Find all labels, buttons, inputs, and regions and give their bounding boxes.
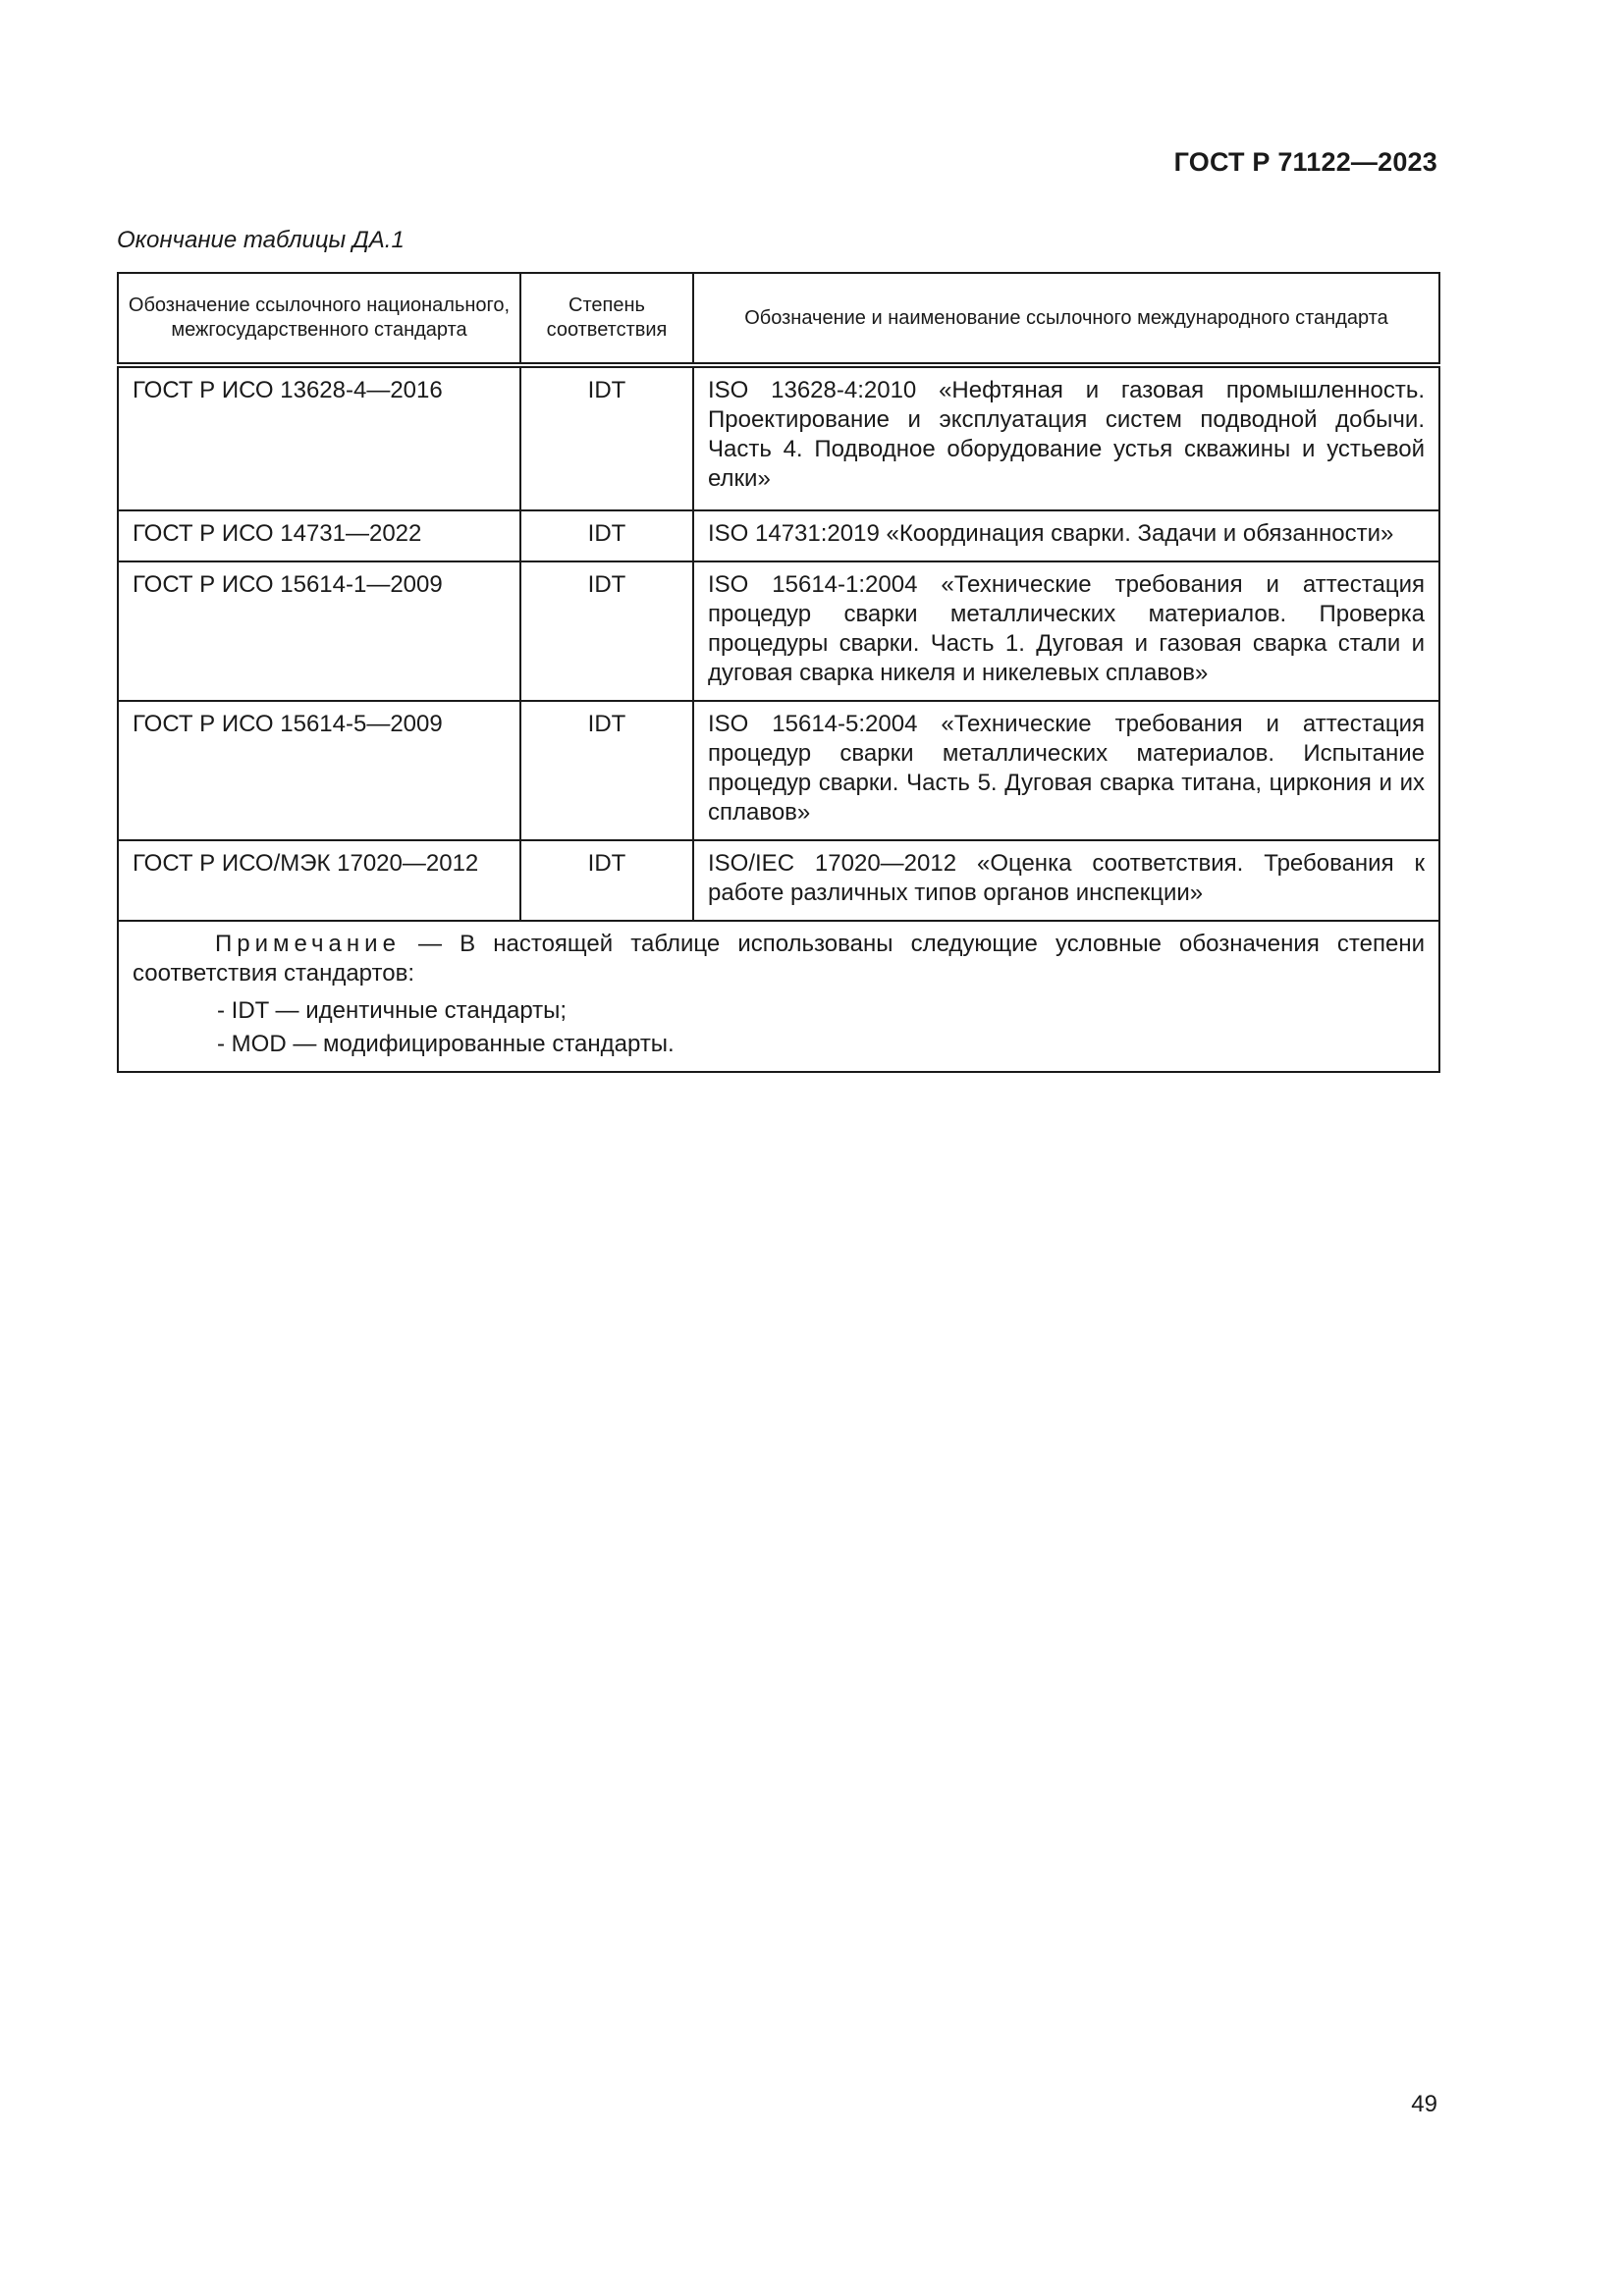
column-header-international-standard: Обозначение и наименование ссылочного международного стандарта — [693, 273, 1439, 365]
reference-standards-table — [117, 272, 1440, 1073]
degree-cell: IDT — [520, 840, 693, 921]
table-note-row — [118, 921, 1439, 1072]
international-standard-cell: ISO/IEC 17020—2012 «Оценка соответствия. Требования к работе различных типов органов инспекции» — [693, 840, 1439, 921]
international-standard-cell: ISO 13628-4:2010 «Нефтяная и газовая промышленность. Проектирование и эксплуатация систем подводной добычи. Часть 4. Подводное оборудование устья скважины и устьевой елки» — [693, 365, 1439, 510]
note-paragraph — [133, 930, 1425, 988]
note-item-idt: - IDT — идентичные стандарты; — [217, 997, 568, 1024]
table-row — [118, 510, 1439, 561]
note-cell — [118, 921, 1439, 1072]
note-label: Примечание — [215, 931, 401, 957]
national-standard-cell: ГОСТ Р ИСО 14731—2022 — [118, 510, 520, 561]
national-standard-cell: ГОСТ Р ИСО 15614-5—2009 — [118, 701, 520, 840]
page-number: 49 — [1411, 2091, 1437, 2117]
degree-cell: IDT — [520, 365, 693, 510]
note-list — [133, 994, 1425, 1061]
table-header-row — [118, 273, 1439, 365]
table-row — [118, 701, 1439, 840]
table-row — [118, 561, 1439, 701]
degree-cell: IDT — [520, 510, 693, 561]
national-standard-cell: ГОСТ Р ИСО 13628-4—2016 — [118, 365, 520, 510]
national-standard-cell: ГОСТ Р ИСО 15614-1—2009 — [118, 561, 520, 701]
document-code: ГОСТ Р 71122—2023 — [1173, 147, 1437, 177]
table-row — [118, 365, 1439, 510]
degree-cell: IDT — [520, 701, 693, 840]
international-standard-cell: ISO 15614-5:2004 «Технические требования и аттестация процедур сварки металлических материалов. Испытание процедур сварки. Часть 5. Дуговая сварка титана, циркония и их сплавов» — [693, 701, 1439, 840]
note-text: — В настоящей таблице использованы следующие условные обозначения степени соответствия стандартов: — [133, 931, 1425, 987]
degree-cell: IDT — [520, 561, 693, 701]
national-standard-cell: ГОСТ Р ИСО/МЭК 17020—2012 — [118, 840, 520, 921]
note-item-mod: - MOD — модифицированные стандарты. — [217, 1031, 675, 1057]
table-caption: Окончание таблицы ДА.1 — [117, 227, 405, 253]
column-header-national-standard: Обозначение ссылочного национального, межгосударственного стандарта — [118, 273, 520, 365]
column-header-degree: Степень соответствия — [520, 273, 693, 365]
table-row — [118, 840, 1439, 921]
international-standard-cell: ISO 15614-1:2004 «Технические требования и аттестация процедур сварки металлических материалов. Проверка процедуры сварки. Часть 1. Дуговая и газовая сварка стали и дуговая сварка никеля и никелевых сплавов» — [693, 561, 1439, 701]
international-standard-cell: ISO 14731:2019 «Координация сварки. Задачи и обязанности» — [693, 510, 1439, 561]
